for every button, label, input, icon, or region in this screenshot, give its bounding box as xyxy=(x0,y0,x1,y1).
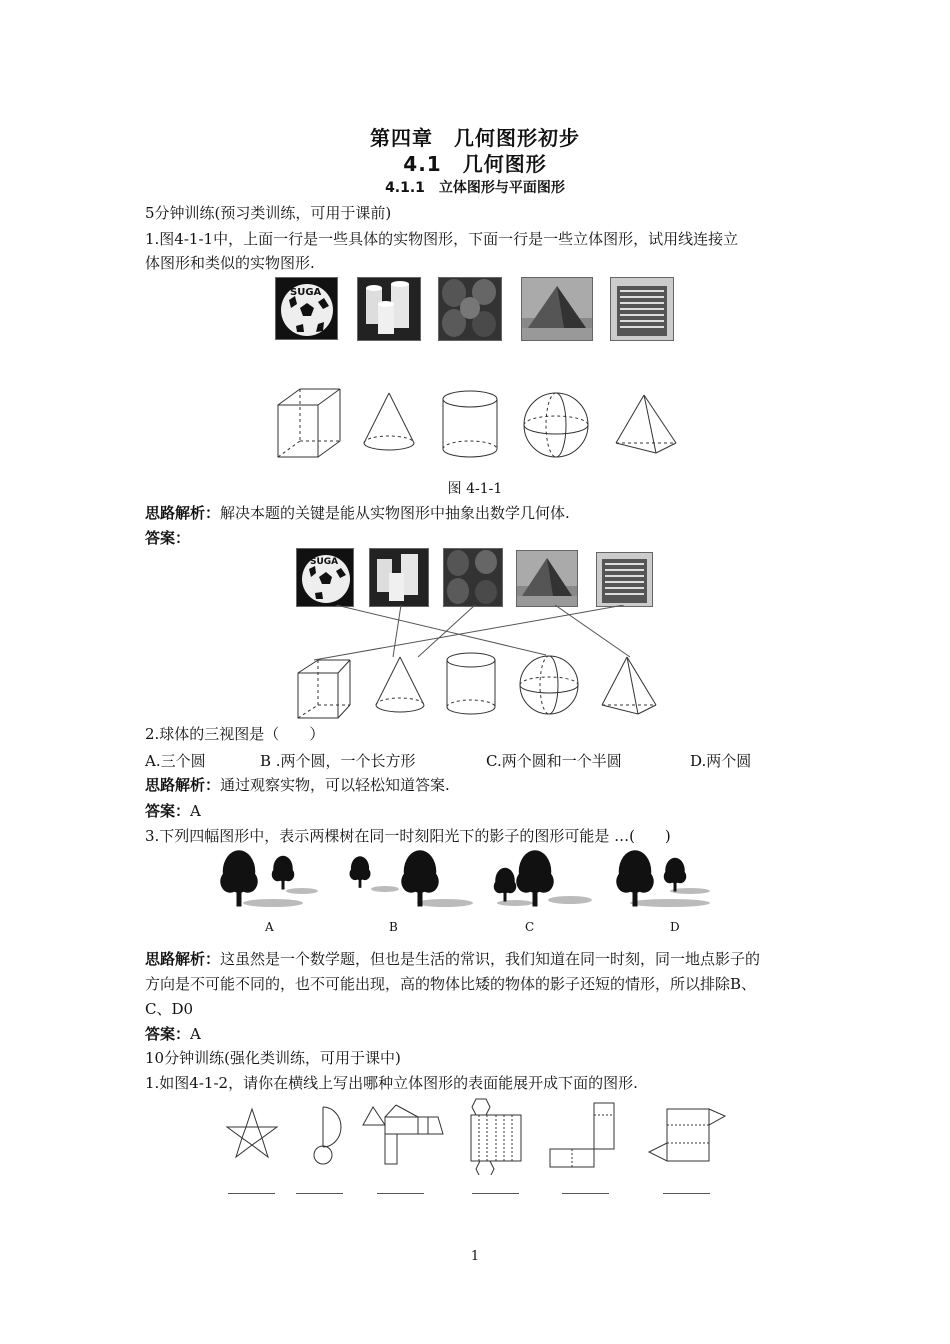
semicircle-circle-net xyxy=(314,1107,341,1164)
answer-paper-rolls-photo xyxy=(369,548,429,607)
answer-building-photo xyxy=(596,552,653,607)
nets-figure xyxy=(220,1095,730,1175)
cylinder-shape xyxy=(443,391,497,457)
analysis-text: 这虽然是一个数学题，但也是生活的常识，我们知道在同一时刻，同一地点影子的 xyxy=(220,950,761,968)
answer-blank-6[interactable] xyxy=(663,1193,710,1194)
hexagonal-prism-net xyxy=(471,1099,521,1175)
building-photo xyxy=(610,277,674,341)
answer-blank-4[interactable] xyxy=(472,1193,519,1194)
tree-option-b xyxy=(350,850,474,907)
sphere-shape xyxy=(524,393,588,457)
answer-blank-3[interactable] xyxy=(377,1193,424,1194)
q2-option-a: A.三个圆 xyxy=(145,752,206,770)
q1-answer-label: 答案： xyxy=(145,529,191,547)
page-number: 1 xyxy=(470,1249,480,1264)
answer-matching-diagram xyxy=(290,605,670,720)
analysis-text: 通过观察实物，可以轻松知道答案. xyxy=(220,776,450,794)
strawberries-photo xyxy=(438,277,502,341)
q3-analysis-line3: C、D0 xyxy=(145,1000,194,1018)
tree-label-b: B xyxy=(389,920,398,934)
star-net xyxy=(227,1109,277,1157)
tree-label-d: D xyxy=(670,920,680,934)
analysis-text: 解决本题的关键是能从实物图形中抽象出数学几何体. xyxy=(220,504,570,522)
tree-label-c: C xyxy=(525,920,535,934)
chapter-title: 第四章 几何图形初步 xyxy=(370,126,580,150)
soccer-ball-photo xyxy=(275,277,338,340)
pyramid-photo xyxy=(521,277,593,341)
q1-stem-line2: 体图形和类似的实物图形. xyxy=(145,254,315,272)
q3-stem: 3.下列四幅图形中，表示两棵树在同一时刻阳光下的影子的图形可能是 …( ) xyxy=(145,827,671,845)
q2-answer xyxy=(145,801,201,821)
analysis-label: 思路解析： xyxy=(145,504,221,522)
tree-option-a xyxy=(220,850,318,907)
svg-text:SUGA: SUGA xyxy=(310,557,339,567)
answer-sphere-shape xyxy=(520,656,578,714)
q1-analysis xyxy=(145,503,570,523)
analysis-label: 思路解析： xyxy=(145,776,221,794)
answer-pyramid-shape xyxy=(602,657,656,714)
answer-blank-1[interactable] xyxy=(228,1193,275,1194)
answer-cube-shape xyxy=(298,660,350,718)
q2-option-b: B .两个圆，一个长方形 xyxy=(260,752,416,770)
trees-figure xyxy=(215,845,735,915)
prism-l-net xyxy=(363,1105,443,1164)
part2-title: 10分钟训练(强化类训练，可用于课中) xyxy=(145,1049,401,1067)
answer-blank-2[interactable] xyxy=(296,1193,343,1194)
answer-cylinder-shape xyxy=(447,653,495,714)
q2-analysis xyxy=(145,775,450,795)
figure-caption-4-1-1: 图 4-1-1 xyxy=(447,481,503,497)
cone-shape xyxy=(364,393,414,450)
answer-label: 答案： xyxy=(145,802,191,820)
tree-option-d xyxy=(616,850,710,907)
svg-text:SUGA: SUGA xyxy=(290,287,322,298)
subsection-title: 4.1.1 立体图形与平面图形 xyxy=(385,180,565,196)
answer-pyramid-photo xyxy=(516,550,578,607)
tree-label-a: A xyxy=(265,920,274,934)
part1-title: 5分钟训练(预习类训练，可用于课前) xyxy=(145,204,392,222)
q3-answer xyxy=(145,1024,201,1044)
q1-stem-line1: 1.图4-1-1中，上面一行是一些具体的实物图形，下面一行是一些立体图形，试用线连接立 xyxy=(145,230,739,248)
triangular-prism-net xyxy=(649,1109,725,1161)
q3-analysis-line1 xyxy=(145,949,760,969)
q2-option-d: D.两个圆 xyxy=(690,752,752,770)
q2-option-c: C.两个圆和一个半圆 xyxy=(486,752,622,770)
part2-q1-stem: 1.如图4-1-2，请你在横线上写出哪种立体图形的表面能展开成下面的图形. xyxy=(145,1074,638,1092)
pyramid-shape xyxy=(616,395,676,453)
answer-strawberries-photo xyxy=(443,548,503,607)
answer-soccer-ball-photo xyxy=(296,548,354,607)
answer-cone-shape xyxy=(376,657,424,712)
q3-analysis-line2: 方向是不可能不同的，也不可能出现，高的物体比矮的物体的影子还短的情形，所以排除B、 xyxy=(145,975,757,993)
q2-stem: 2.球体的三视图是（ ） xyxy=(145,725,325,743)
answer-value: A xyxy=(190,1025,201,1043)
analysis-label: 思路解析： xyxy=(145,950,221,968)
cuboid-z-net xyxy=(550,1103,614,1167)
cube-shape xyxy=(278,389,340,457)
section-title: 4.1 几何图形 xyxy=(403,152,547,176)
tree-option-c xyxy=(494,850,592,906)
answer-value: A xyxy=(190,802,201,820)
matching-lines xyxy=(314,605,630,660)
answer-label: 答案： xyxy=(145,1025,191,1043)
solids-row xyxy=(270,385,700,465)
paper-rolls-photo xyxy=(357,277,421,341)
answer-blank-5[interactable] xyxy=(562,1193,609,1194)
